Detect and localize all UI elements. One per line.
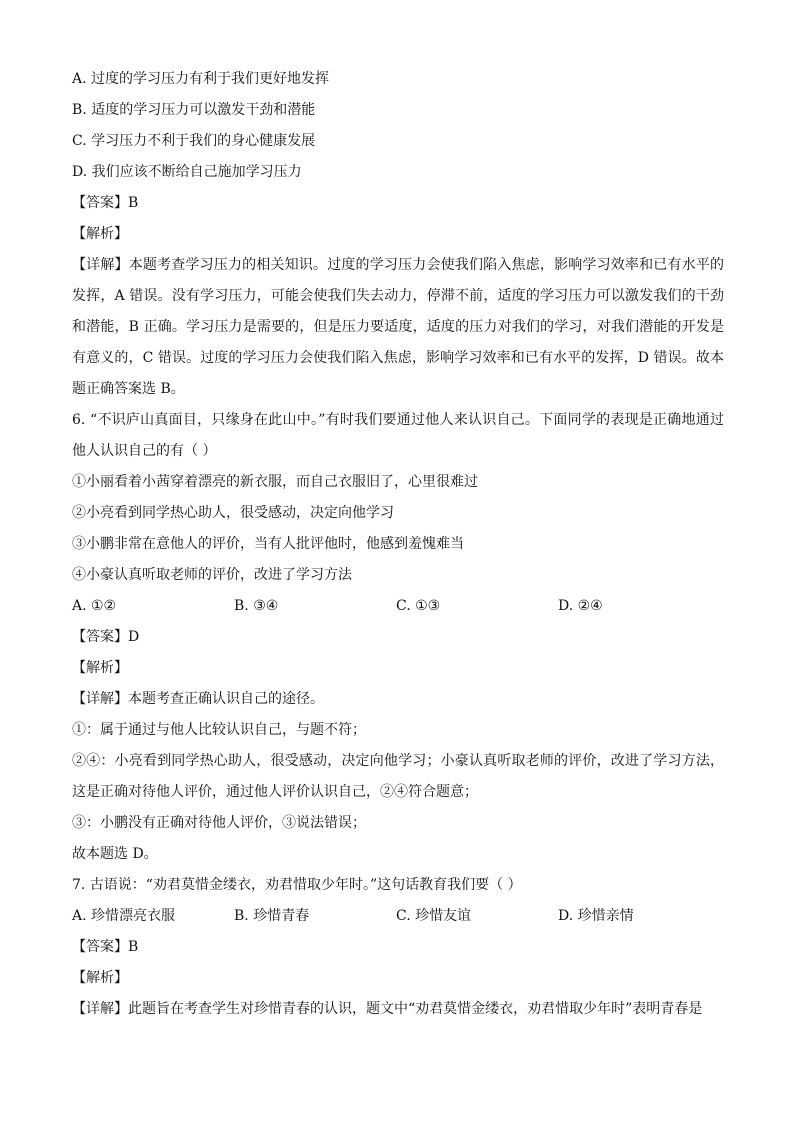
- q5-answer: 【答案】B: [72, 195, 139, 211]
- q5-option-d: D. 我们应该不断给自己施加学习压力: [72, 164, 302, 180]
- q7-detail: 【详解】此题旨在考查学生对珍惜青春的认识，题文中“劝君莫惜金缕衣，劝君惜取少年时”表明青春是: [72, 1001, 703, 1017]
- q7-option-a: A. 珍惜漂亮衣服: [72, 908, 176, 924]
- q6-option-b: B. ③④: [234, 598, 279, 614]
- q5-option-a: A. 过度的学习压力有利于我们更好地发挥: [72, 71, 330, 87]
- q6-item-1: ①小丽看着小茜穿着漂亮的新衣服，而自己衣服旧了，心里很难过: [72, 474, 478, 490]
- q7-stem: 7. 古语说：“劝君莫惜金缕衣，劝君惜取少年时。”这句话教育我们要（ ）: [72, 877, 522, 893]
- q6-option-a: A. ①②: [72, 598, 117, 614]
- q6-options: [72, 591, 724, 622]
- q5-option-c: C. 学习压力不利于我们的身心健康发展: [72, 133, 316, 149]
- q7-option-b: B. 珍惜青春: [234, 908, 310, 924]
- q6-detail-line-1: 【详解】本题考查正确认识自己的途径。: [72, 691, 324, 707]
- q6-detail-line-3: ②④：小亮看到同学热心助人，很受感动，决定向他学习；小豪认真听取老师的评价，改进了学习方法，这是正确对待他人评价，通过他人评价认识自己，②④符合题意；: [72, 753, 724, 800]
- q6-detail-line-5: 故本题选 D。: [72, 846, 158, 862]
- q6-analysis-label: 【解析】: [72, 660, 128, 676]
- q7-answer: 【答案】B: [72, 939, 139, 955]
- q5-detail: 【详解】本题考查学习压力的相关知识。过度的学习压力会使我们陷入焦虑，影响学习效率和已有水平的发挥，A 错误。没有学习压力，可能会使我们失去动力，停滞不前，适度的学习压力可以激发我们的干劲和潜能，B 正确。学习压力是需要的，但是压力要适度，适度的压力对我们的学习，对我们潜能的开发是有意义的，C 错误。过度的学习压力会使我们陷入焦虑，影响学习效率和已有水平的发挥，D 错误。故本题正确答案选 B。: [72, 257, 724, 397]
- document-page: [72, 64, 724, 1025]
- q6-detail-line-2: ①：属于通过与他人比较认识自己，与题不符；: [72, 722, 366, 738]
- q6-detail-line-4: ③：小鹏没有正确对待他人评价，③说法错误；: [72, 815, 366, 831]
- q6-answer: 【答案】D: [72, 629, 140, 645]
- q6-item-3: ③小鹏非常在意他人的评价，当有人批评他时，他感到羞愧难当: [72, 536, 464, 552]
- q7-analysis-label: 【解析】: [72, 970, 128, 986]
- q5-analysis-label: 【解析】: [72, 226, 128, 242]
- q7-options: [72, 901, 724, 932]
- q6-option-d: D. ②④: [558, 598, 603, 614]
- q6-option-c: C. ①③: [396, 598, 441, 614]
- q7-option-c: C. 珍惜友谊: [396, 908, 472, 924]
- q5-option-b: B. 适度的学习压力可以激发干劲和潜能: [72, 102, 316, 118]
- q6-item-2: ②小亮看到同学热心助人，很受感动，决定向他学习: [72, 505, 394, 521]
- q6-stem: 6. “不识庐山真面目，只缘身在此山中。”有时我们要通过他人来认识自己。下面同学的表现是正确地通过他人认识自己的有（ ）: [72, 412, 724, 459]
- q7-option-d: D. 珍惜亲情: [558, 908, 634, 924]
- q6-item-4: ④小豪认真听取老师的评价，改进了学习方法: [72, 567, 352, 583]
